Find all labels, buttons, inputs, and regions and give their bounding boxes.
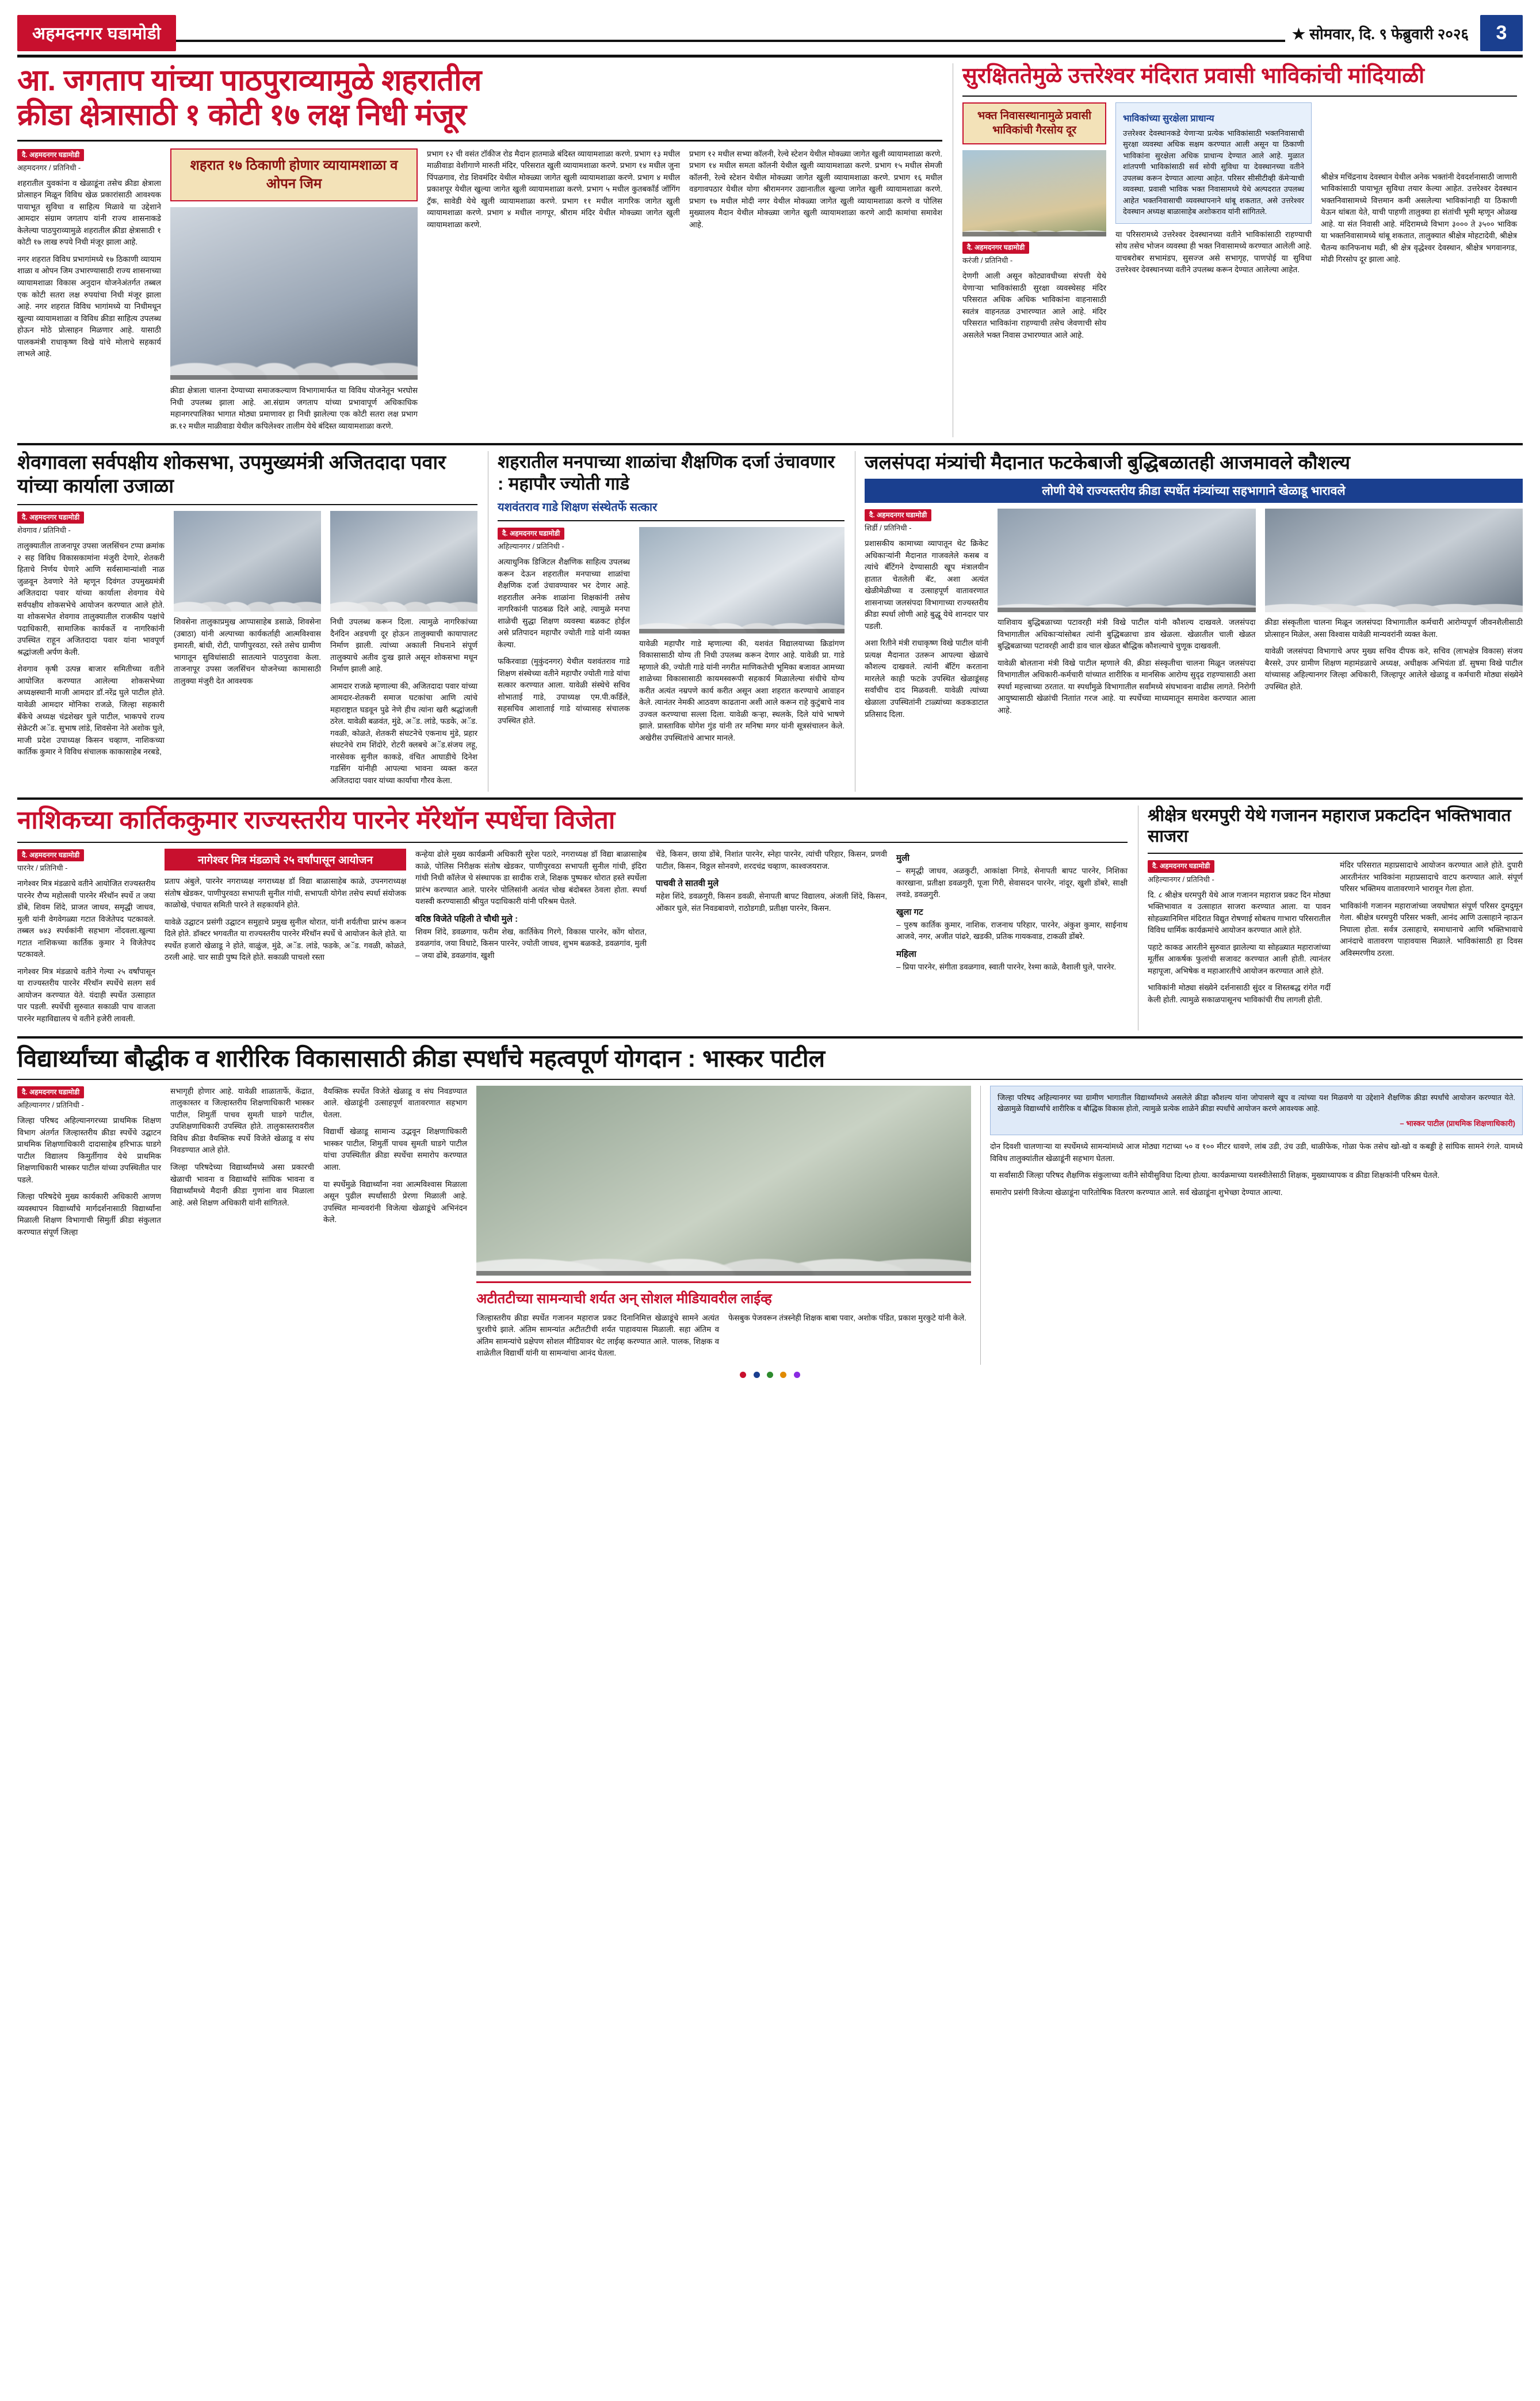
story-school: [488, 451, 844, 792]
temple-columns: [962, 102, 1517, 347]
dharmapuri-col-2: [1340, 860, 1523, 1011]
temple-photo: [962, 150, 1106, 236]
bottom-col-right: [980, 1086, 1523, 1365]
footer-dots: [17, 1371, 1523, 1381]
marathon-byline-sub: पारनेर / प्रतिनिधी -: [17, 864, 68, 873]
temple-rule: [962, 96, 1517, 97]
story-shokasabha: [17, 451, 477, 792]
bottom-sub-para-1: जिल्हास्तरीय क्रीडा स्पर्धेत गजानन महाराज प्रकट दिनानिमित्त खेळाडूंचे सामने अत्यंत चुरशीचे झाले. अंतिम सामन्यांत अटीतटीची शर्यत पाहावयास मिळाली. सहा अंतिम व अंतिम सामन्यांचे प्रक्षेपण सोशल मीडियावर थेट लाईव्ह करण्यात आले. पालक, शिक्षक व शाळेतील विद्यार्थी यांनी या सामन्यांचा आनंद घेतला.: [476, 1313, 719, 1358]
marathon-para2-3: शिवम शिंदे, डवळगाव, फरीम शेख, कार्तिकेय गिरगे, विकास पारनेर, कोंग थोरात, डवळगांव, जया विधाटे, किसन पारनेर, ज्योती जाधव, शुभम बळकडे, डवळगांव, मुली – जया ढोंबे, डवळगांव, खुशी: [415, 927, 647, 960]
marathon-byline: [17, 849, 155, 874]
temple-headline: सुरक्षिततेमुळे उत्तरेश्वर मंदिरात प्रवासी भाविकांची मांदियाळी: [962, 64, 1425, 88]
bottom-right-para-3: समारोप प्रसंगी विजेत्या खेळाडूंना पारितोषिक वितरण करण्यात आले. सर्व खेळाडूंना शुभेच्छा देण्यात आल्या.: [990, 1188, 1283, 1197]
footer-dot-5: [794, 1372, 800, 1378]
masthead-date: ★ सोमवार, दि. ९ फेब्रुवारी २०२६: [1291, 25, 1469, 43]
chess-col-2: [998, 509, 1256, 726]
chess-byline-tag: दै. अहमदनगर घडामोडी: [865, 509, 931, 521]
story-chess: [855, 451, 1523, 792]
lead-col-1: [17, 148, 161, 438]
shokasabha-rule: [17, 504, 477, 505]
row-2: [17, 451, 1523, 792]
shokasabha-photo: [174, 511, 321, 612]
dharmapuri-byline: [1148, 860, 1331, 885]
bottom-byline-sub: अहिल्यानगर / प्रतिनिधी -: [17, 1101, 84, 1110]
marathon-winners-title: वरिष्ठ विजेते पहिली ते चौथी मुले :: [415, 914, 518, 924]
bottom-quote-text: जिल्हा परिषद अहिल्यानगर च्या ग्रामीण भागातील विद्यार्थ्यांमध्ये असलेले क्रीडा कौशल्य यांना जोपासणे खूप व त्यांच्या यश मिळवणे या उद्देशाने शैक्षणिक क्रीडा स्पर्धांचे आयोजन करण्यात येते. खेळामुळे विद्यार्थ्यांचे शारीरिक व बौद्धिक विकास होतो, त्यामुळे प्रत्येक शाळेने क्रीडा स्पर्धांचे आयोजन करणे आवश्यक आहे.: [998, 1093, 1515, 1113]
lead-para-3: क्रीडा क्षेत्राला चालना देण्याच्या समाजकल्याण विभागामार्फत या विविध योजनेतून भरघोस निधी उपलब्ध झाला आहे. आ.संग्राम जगताप यांच्या प्रभावापूर्ण अधिकाधिक महानगरपालिका भागात मोठ्या प्रमाणावर हा निधी झालेल्या एक कोटी सतरा लक्ष प्रभाग क्र.१२ मधील माळीवाडा येथील कपिलेश्वर तालीम येथे बंदिस्त व्यायामशाळा करणे.: [170, 386, 418, 430]
bottom-sub-rule: [476, 1281, 971, 1283]
masthead: [17, 15, 1523, 58]
school-byline-sub: अहिल्यानगर / प्रतिनिधी -: [498, 542, 564, 551]
shokasabha-photo-figures: [174, 556, 321, 612]
chess-headline: जलसंपदा मंत्र्यांची मैदानात फटकेबाजी बुद्धिबळातही आजमावले कौशल्य: [865, 452, 1351, 474]
shokasabha-para-4: निधी उपलब्ध करून दिला. त्यामुळे नागरिकांच्या दैनंदिन अडचणी दूर होऊन तालुक्याची कायापालट निर्माण झाली. त्यांच्या अकाली निधनाने संपूर्ण तालुक्याचे अतीव दुःख झाले असून शोकसभा मधून निर्माण झाली आहे.: [330, 617, 477, 674]
lead-story: [17, 63, 942, 437]
bottom-quote-box: [990, 1086, 1523, 1136]
photo-figures: [170, 285, 418, 380]
bottom-quote-sig: – भास्कर पाटील (प्राथमिक शिक्षणाधिकारी): [1400, 1119, 1515, 1128]
chess-para-1: प्रशासकीय कामाच्या व्यापातून थेट क्रिकेट अधिकाऱ्यांनी मैदानात गाजवलेले कसब व त्यांचे बॅटिंगने देण्यासाठी खूप मंत्रालयीन हातात चेतलेली बॅट, अशा अत्यंत खेळीमेळीच्या व उत्साहपूर्ण वातावरणात शासनाच्या जलसंपदा विभागाच्या राज्यस्तरीय क्रीडा स्पर्धा लोणी आहे बुद्धू येथे शानदार पार पडली.: [865, 539, 988, 631]
temple-subhead: भक्त निवासस्थानामुळे प्रवासी भाविकांची गैरसोय दूर: [962, 102, 1106, 144]
marathon-byline-tag: दै. अहमदनगर घडामोडी: [17, 849, 84, 861]
school-photo-figures: [639, 575, 844, 633]
bottom-sub-col-2: [728, 1312, 971, 1365]
chess-para-4: यावेळी बोलताना मंत्री विखे पाटील म्हणाले की, क्रीडा संस्कृतीचा चालना मिळून जलसंपदा विभागातील अधिकारी-कर्मचारी यांच्यात शारीरिक व मानसिक आरोग्य सुदृढ राहण्यासाठी अशा स्पर्धा महत्त्वाच्या ठरतात. या स्पर्धांमुळे विभागातील सर्वांमध्ये संघभावना वाढीस लागते. निरोगी आयुष्यासाठी खेळांची निताांत गरज आहे. या स्पर्धेच्या माध्यमातून समावेश करण्यात आला आहे.: [998, 658, 1256, 715]
byline: [17, 148, 161, 174]
shokasabha-col-1: [17, 511, 165, 792]
lead-subhead-box: शहरात १७ ठिकाणी होणार व्यायामशाळा व ओपन जिम: [170, 148, 418, 202]
row-3: [17, 806, 1523, 1030]
lead-col-2: [170, 148, 418, 438]
bottom-sub-headline: अटीतटीच्या सामन्याची शर्यत अन् सोशल मीडियावरील लाईव्ह: [476, 1291, 772, 1307]
lead-para-1: शहरातील युवकांना व खेळाडूंना तसेच क्रीडा क्षेत्राला प्रोत्साहन मिळून विविध खेळ प्रकारांसाठी आवश्यक पायाभूत सुविधा व साहित्य मिळावे या उद्देशाने आमदार संग्राम जगताप यांनी राज्य शासनाकडे केलेल्या पाठपुराव्यामुळे शहरातील क्रीडा क्षेत्रासाठी १ कोटी १७ लाख रुपये निधी मंजूर झाला आहे.: [17, 178, 161, 247]
bottom-col-1: [17, 1086, 161, 1365]
byline-sub: अहमदनगर / प्रतिनिधी -: [17, 163, 81, 173]
temple-note-title: भाविकांच्या सुरक्षेला प्राधान्य: [1123, 113, 1214, 124]
shokasabha-para-5: आमदार राजळे म्हणाल्या की, अजितदादा पवार यांच्या आमदार-शेतकरी समाज घटकांचा आणि त्यांचे महाराष्ट्रात घडवून पुढे नेणे हीच त्यांना खरी श्रद्धांजली ठरेल. यावेळी बळवंत, मुंढे, अॅड. लांडे, फडके, अॅड. गवळी, कोळते, शेतकरी संघटनेचे एकनाथ मुंडे, प्रहार संघटनेचे राम शिंदोरे, रोटरी क्लबचे अॅड.संजय लहू, नारसेवक सुनील काकडे, वंचित आघाडीचे दिनेश गडसिंग यांनीही आपल्या भावना व्यक्त करत अजितदादा पवार यांच्या कार्याचा गौरव केला.: [330, 681, 477, 785]
bottom-para-7: या स्पर्धेमुळे विद्यार्थ्यांना नवा आत्मविश्वास मिळाला असून पुढील स्पर्धांसाठी प्रेरणा मिळाली आहे. उपस्थित मान्यवरांनी विजेत्या खेळाडूंचे अभिनंदन केले.: [323, 1179, 467, 1224]
section-divider-2: [17, 797, 1523, 800]
dharmapuri-headline: श्रीक्षेत्र धरमपुरी येथे गजानन महाराज प्रकटदिन भक्तिभावात साजरा: [1148, 806, 1511, 846]
temple-col-3: [1321, 102, 1517, 347]
lead-col-3: [427, 148, 680, 438]
story-bottom: [17, 1044, 1523, 1365]
chess-strip: लोणी येथे राज्यस्तरीय क्रीडा स्पर्धेत मंत्र्यांच्या सहभागाने खेळाडू भारावले: [865, 479, 1523, 503]
temple-byline: [962, 241, 1106, 266]
chess-para-right-1: क्रीडा संस्कृतीला चालना मिळून जलसंपदा विभागातील कर्मचारी आरोग्यपूर्ण जीवनशैलीसाठी प्रोत्साहन मिळेल, असा विश्वास यावेळी मान्यवरांनी व्यक्त केला.: [1264, 618, 1523, 639]
shokasabha-photo-2-figures: [330, 556, 477, 612]
lead-headline-line1: आ. जगताप यांच्या पाठपुराव्यामुळे शहरातील: [17, 64, 482, 97]
lead-row: [17, 63, 1523, 437]
chess-byline: [865, 509, 988, 534]
school-photo: [639, 527, 844, 633]
bottom-photo-caption: [476, 1271, 971, 1276]
chess-para-right-2: यावेळी जलसंपदा विभागाचे अपर मुख्य सचिव दीपक करे, सचिव (लाभक्षेत्र विकास) संजय बैरसरे, उपर ग्रामीण शिक्षण महामंडळाचे अध्यक्ष, अधीक्षक अभियंता डॉ. सुषमा विखे पाटील यांच्यासह अहिल्यानगर जिल्हा अधिकारी, जिल्हापूर आलेले खेळाडू व कर्मचारी मोठ्या संख्येने उपस्थित होते.: [1264, 647, 1523, 691]
school-para-2: फकिरवाडा (मुकुंदनगर) येथील यशवंतराव गाडे शिक्षण संस्थेच्या वतीने महापौर ज्योती गाडे यांचा सत्कार करण्यात आला. यावेळी संस्थेचे सचिव शोभाताई गाडे, उपाध्यक्ष एम.पी.कर्डिले, सहसचिव आशाताई गाडे यांच्यासह संचालक उपस्थित होते.: [498, 657, 630, 725]
bottom-sub-columns: [476, 1312, 971, 1365]
lead-photo: [170, 207, 418, 380]
bottom-byline-tag: दै. अहमदनगर घडामोडी: [17, 1086, 84, 1098]
marathon-col-5: [896, 849, 1128, 1030]
chess-photo-figures: [998, 566, 1256, 612]
school-byline: [498, 527, 630, 552]
temple-photo-caption: [962, 232, 1106, 236]
bottom-col-3: [323, 1086, 467, 1365]
dharmapuri-para-1: दि. ८ श्रीक्षेत्र धरमपुरी येथे आज गजानन महाराज प्रकट दिन मोठ्या भक्तिभावात व उत्साहात साजरा करण्यात आला. या पावन सोहळ्यानिमित्त मंदिरात विद्युत रोषणाई सोबतच गाभारा परिसरातील विविध धार्मिक कार्यक्रमांचे आयोजन करण्यात आले होते.: [1148, 890, 1331, 935]
shokasabha-para-3: शिवसेना तालुकाप्रमुख आप्पासाहेब डसाळे, शिवसेना (उबाठा) यांनी अल्पाच्या कार्यकर्ताही आत्मविश्वास इमारती, बांधी, रोटी, पाणीपुरवठा, रस्ते तसेच ग्रामीण भागातून सुविधांसाठी सातत्याने पाठपुरावा केला. ताजनापूर उपसा जलसिंचन योजनेच्या कामासाठी तालुक्या मंजुरी देत आवश्यक: [174, 617, 321, 685]
chess-col-1: [865, 509, 988, 726]
school-photo-caption: [639, 629, 844, 633]
marathon-cat-2-title: खुला गट: [896, 907, 923, 917]
school-col-1: [498, 527, 630, 750]
masthead-logo: अहमदनगर घडामोडी: [17, 15, 176, 51]
marathon-strip: नागेश्वर मित्र मंडळाचे २५ वर्षांपासून आयोजन: [165, 849, 406, 871]
shokasabha-byline: [17, 511, 165, 536]
dharmapuri-para-4: मंदिर परिसरात महाप्रसादाचे आयोजन करण्यात आले होते. दुपारी आरतीनंतर भाविकांना महाप्रसादाचे वाटप करण्यात आले. संपूर्ण परिसर भक्तिमय वातावरणाने भारावून गेला होता.: [1340, 861, 1523, 894]
page-number: 3: [1480, 15, 1523, 51]
school-headline: शहरातील मनपाच्या शाळांचा शैक्षणिक दर्जा उंचावणार : महापौर ज्योती गाडे: [498, 452, 835, 494]
marathon-col-1: [17, 849, 155, 1030]
footer-dot-4: [780, 1372, 786, 1378]
bottom-sub-para-2: फेसबुक पेजवरून तंत्रस्नेही शिक्षक बाबा पवार, अशोक पंडित, प्रकाश मुरकुटे यांनी केले.: [728, 1313, 966, 1322]
lead-para-5: प्रभाग १२ मधील सभ्या कॉलनी, रेल्वे स्टेशन येथील मोक्ळ्या जागेत खुली व्यायामशाळा करणे. प्रभाग १४ मधील समता कॉलनी येथील खुली व्यायामशाळा करणे. प्रभाग १५ मधील सेमजी कॉलनी, रेल्वे स्टेशन येथील मोक्ळ्या जागेत खुली व्यायामशाळा करणे. प्रभाग १६ मधील वडगावपठार येथील योगा श्रीरामनगर उद्यानातील खुल्या जागेत खुली व्यायामशाळा करणे. प्रभाग १७ मधील मोदी नगर येथील मोक्ळ्या जागेत खुली व्यायामशाळा करणे व पोलिस मुख्यालय मैदान येथील मोक्ळ्या जागेत खुली व्यायामशाळा करणे आदी कामांचा समावेश आहे.: [689, 149, 942, 229]
marathon-para2-1: कन्हेया ढोले मुख्य कार्यक्रमी अधिकारी सुरेश पठारे, नगराध्यक्ष डॉ विद्या बाळासाहेब काळे, पोलिस निरीक्षक संतोष खेडकर, पाणीपुरवठा सभापती सुनील गांधी, इंदिरा गांधी निधी कॉलेज चे संस्थापक डा सादीक राजे, शिक्षक पुष्पकर थोरात हस्ते स्पर्धेला प्रारंभ करण्यात आले. पारनेर पोलिसांनी अत्यंत चोख बंदोबस्त ठेवला होता. स्पर्धा यशस्वी करण्यासाठी श्रीयुत पदाधिकारी यांनी परिश्रम घेतले.: [415, 850, 647, 906]
shokasabha-photo-2: [330, 511, 477, 612]
bottom-right-para-1: दोन दिवशी चालणाऱ्या या स्पर्धेमध्ये सामन्यांमध्ये आज मोठ्या गटाच्या ५० व १०० मीटर धावणे, लांब उडी, उंच उडी, थाळीफेक, गोळा फेक तसेच खो-खो व कबड्डी हे सांघिक सामने रंगले. यामध्ये विविध तालुक्यांतील खेळाडूंनी सहभाग घेतला.: [990, 1142, 1523, 1163]
marathon-cat-0-title: पाचवी ते सातवी मुले: [656, 879, 719, 889]
dharmapuri-columns: [1148, 860, 1523, 1011]
marathon-headline: नाशिकच्या कार्तिककुमार राज्यस्तरीय पारनेर मॅरेथॉन स्पर्धेचा विजेता: [17, 806, 616, 835]
dharmapuri-byline-tag: दै. अहमदनगर घडामोडी: [1148, 860, 1214, 872]
shokasabha-columns: [17, 511, 477, 792]
marathon-cat-0-text: महेश शिंदे, डवळगुरी, किसन डवळी, सेनापती बापट विद्यालय, अंजली शिंदे, किसन, ओंकार घुले, संत निवडबावणे, राठोडगडी, प्रतीक्षा पारनेर, किसन.: [656, 892, 887, 913]
lead-headline-line2: क्रीडा क्षेत्रासाठी १ कोटी १७ लक्ष निधी मंजूर: [17, 98, 467, 132]
chess-col-3: [1265, 509, 1523, 726]
marathon-col-2: [165, 849, 406, 1030]
marathon-para-4: यावेळे उद्घाटन प्रसंगी उद्घाटन समुहाचे प्रमुख सुनील थोरात, यांनी शर्यतीचा प्रारंभ करून दिले होते. डॉक्टर भगवतीत या राज्यस्तरीय पारनेर मॅरेथॉन स्पर्धे चे आयोजन केले होते. या स्पर्धेत हजारो खेळाडू ने होते, वाळुंज, मुंढे, अॅड. लांडे, फडके, अॅड. गवळी, कोळते, ठरली आहे. चार साडी पुष्प दिले होते. सकाळी पाचलो रस्ता: [165, 917, 406, 962]
chess-para-3: याशिवाय बुद्धिबळाच्या पटावरही मंत्री विखे पाटील यांनी कौशल्य दाखवले. जलसंपदा विभागातील अधिकाऱ्यांसोबत त्यांनी बुद्धिबळाचा डाव खेळला. खेळातील चाली खेळत बुद्धिबळाच्या पटावरही आदी डाव चाल खेळत बौद्धिक कौशल्याचे चुणूक दाखवली.: [998, 618, 1256, 651]
bottom-rule: [17, 1079, 1523, 1080]
byline-tag: दै. अहमदनगर घडामोडी: [17, 149, 84, 161]
school-columns: [498, 527, 844, 750]
marathon-para-2: नागेश्वर मित्र मंडळाचे वतीने गेल्या २५ वर्षांपासून या राज्यस्तरीय पारनेर मॅरेथॉन स्पर्धेचे सलग सर्व आयोजन करण्यात येते. यंदाही स्पर्धेत उत्साहात पार पडली. स्पर्धेची सुरुवात सकाळी पाच वाजता पारनेर महाविद्यालय चे वतीने हजेरी लावली.: [17, 967, 155, 1023]
shokasabha-col-3: [330, 511, 477, 792]
bottom-para-1: जिल्हा परिषद अहिल्यानगरच्या प्राथमिक शिक्षण विभाग अंतर्गत जिल्हास्तरीय क्रीडा स्पर्धेचे उद्घाटन प्राथमिक शिक्षणाधिकारी दादासाहेब हरिभाऊ घाडगे पाटील विद्यालय किमुर्तीगाव येथे प्राथमिक शिक्षणाधिकारी भास्कर पाटील यांच्या उपस्थितीत पार पडले.: [17, 1116, 161, 1184]
temple-byline-tag: दै. अहमदनगर घडामोडी: [962, 242, 1029, 254]
temple-col-1: [962, 102, 1106, 347]
shokasabha-byline-sub: शेवगाव / प्रतिनिधी -: [17, 526, 71, 535]
temple-note-box: [1115, 102, 1312, 224]
bottom-sub-col-1: [476, 1312, 719, 1365]
bottom-para-2: जिल्हा परिषदेचे मुख्य कार्यकारी अधिकारी आणण व्यवस्थापन विद्यार्थ्यांचे मार्गदर्शनासाठी विद्यार्थ्यांना मिळाली शिक्षण विभागाची सिमुर्ती क्रीडा संकुलात करण्यात संपूर्ण जिल्हा: [17, 1192, 161, 1236]
marathon-columns: [17, 849, 1128, 1030]
temple-para-2: या परिसरामध्ये उत्तरेश्वर देवस्थानच्या वतीने भाविकांसाठी राहण्याची सोय तसेच भोजन व्यवस्था ही भक्त निवासामध्ये करण्यात आलेली आहे. याचबरोबर सभामंडप, सुसज्ज असे सभागृह, पाणपोई या सुविधा उत्तरेश्वर देवस्थानच्या वतीने उपलब्ध करून देण्यात आलेल्या आहेत.: [1115, 230, 1312, 274]
marathon-cat-1-title: मुली: [896, 853, 910, 864]
dharmapuri-rule: [1148, 853, 1523, 854]
school-byline-tag: दै. अहमदनगर घडामोडी: [498, 528, 564, 540]
bottom-byline: [17, 1086, 161, 1111]
lead-headline-rule: [17, 140, 942, 142]
bottom-para-5: वैयक्तिक स्पर्धेत विजेते खेळाडू व संघ निवडण्यात आले. खेळाडूंनी उत्साहपूर्ण वातावरणात सहभाग घेतला.: [323, 1086, 467, 1119]
chess-photo-2-figures: [1265, 566, 1523, 612]
bottom-photo-figures: [476, 1181, 971, 1276]
chess-photo-2: [1265, 509, 1523, 612]
bottom-para-6: विद्यार्थी खेळाडू सामान्य उद्भवून शिक्षणाधिकारी भास्कर पाटील, शिमुर्ती पाचव सुमती घाडगे पाटील यांचा उपस्थितीत क्रीडा स्पर्धेचा समारोप करण्यात आला.: [323, 1127, 467, 1171]
lead-col-4: [689, 148, 942, 438]
temple-col-2: [1115, 102, 1312, 347]
chess-byline-sub: शिर्डी / प्रतिनिधी -: [865, 524, 912, 533]
marathon-rule: [17, 842, 1128, 843]
marathon-para-1: नागेश्वर मित्र मंडळाचे वतीने आयोजित राज्यस्तरीय पारनेर रौप्य महोत्सवी पारनेर मॅरेथॉन स्पर्धे त जया डोंबे, शिवम शिंदे, प्राजत जाधव, समृद्धी जाधव, मुली यांनी वेगवेगळ्या गटात विजेतेपद पटकावले. तब्बल ७४३ स्पर्धकांनी सहभाग नोंदवला.खुल्या गटात नाशिकच्या कार्तिक कुमार ने विजेतेपद पटकावले.: [17, 879, 155, 959]
dharmapuri-para-5: भाविकांनी गजानन महाराजांच्या जयघोषात संपूर्ण परिसर दुमदुमून गेला. श्रीक्षेत्र धरमपुरी परिसर भक्ती, आनंद आणि उत्साहाने न्हाऊन निघाला होता. सर्वत्र उत्साहाचे, समाधानाचे आणि भक्तिभावाचे आनंदाचे वातावरण पाहावयास मिळाले. भाविकांसाठी हा दिवस अविस्मरणीय ठरला.: [1340, 901, 1523, 957]
temple-byline-sub: करंजी / प्रतिनिधी -: [962, 256, 1013, 265]
marathon-cat-3-title: महिला: [896, 949, 916, 959]
marathon-col-4: [656, 849, 887, 1030]
story-marathon: [17, 806, 1128, 1030]
footer-dot-2: [754, 1372, 760, 1378]
footer-dot-1: [740, 1372, 746, 1378]
marathon-cat-2-text: – पुरुष कार्तिक कुमार, नाशिक, राजनाथ परिहार, पारनेर, अंकुश कुमार, साईनाथ आजवे, नगर, अजीत पांढरे, खडकी, प्रतिक गायकवाड, टाकळी डोंबरे.: [896, 920, 1128, 941]
bottom-right-para-2: या सर्वांसाठी जिल्हा परिषद शैक्षणिक संकुलाच्या वतीने सोयीसुविधा दिल्या होत्या. कार्यक्रमाच्या यशस्वीतेसाठी शिक्षक, मुख्याध्यापक व क्रीडा शिक्षकांनी परिश्रम घेतले.: [990, 1171, 1440, 1180]
shokasabha-byline-tag: दै. अहमदनगर घडामोडी: [17, 511, 84, 524]
marathon-para2-4: चेंडे, किसन, छाया डोंबे, निशांत पारनेर, स्नेहा पारनेर, त्यांची परिहार, किसन, प्रणवी पाटील, किसन, विठ्ठल सोनवणे, शरदचंद्र चव्हाण, काश्वजयराज.: [656, 850, 887, 871]
dharmapuri-para-2: पहाटे काकड आरतीने सुरुवात झालेल्या या सोहळ्यात महाराजांच्या मूर्तीस आकर्षक फुलांची सजावट करण्यात आली होती. त्यानंतर महापूजा, अभिषेक व महाआरतीचे आयोजन करण्यात आले होते.: [1148, 942, 1331, 975]
chess-photo: [998, 509, 1256, 612]
marathon-cat-1-text: – समृद्धी जाधव, अळकुटी, आकांक्षा निगडे, सेनापती बापट पारनेर, निशिका कारखाना, प्रतीक्षा डवळगुरी, पूजा गिरी, सेवासदन पारनेर, नांदूर, खुशी डोंबरे, साक्षी लवडे, डवळगुरी.: [896, 867, 1128, 899]
chess-para-2: अशा रितीने मंत्री राधाकृष्ण विखे पाटील यांनी प्रत्यक्ष मैदानात उतरून आपल्या खेळाचे कौशल्य दाखवले. त्यांनी बॅटिंग करताना मारलेले काही फटके उपस्थित खेळाडूंसह सर्वांचीच दाद मिळवली. यावेळी त्यांच्या खेळाला उपस्थितांनी टाळ्यांच्या कडकडाटात प्रतिसाद दिला.: [865, 639, 988, 719]
dharmapuri-col-1: [1148, 860, 1331, 1011]
lead-photo-caption: [170, 375, 418, 380]
bottom-para-3: सभागृही होणार आहे. यावेळी शाळातार्फे, केंद्रात, तालुकास्तर व जिल्हास्तरीय शिक्षणाधिकारी भास्कर पाटील, शिमुर्ती पाचव सुमती घाडगे पाटील, उपशिक्षणाधिकारी उपस्थित होते. तालुकास्तरावरील विविध क्रीडा वैयक्तिक स्पर्धे विजेते खेळाडू व संघ निवडण्यात आले होते.: [170, 1086, 314, 1155]
marathon-para-3: प्रताप अंबुले, पारनेर नगराध्यक्ष नगराध्यक्ष डॉ विद्या बाळासाहेब काळे, उपनगराध्यक्ष संतोष खेडकर, पाणीपुरवठा सभापती सुनील गांधी, सभापती योगेश तसेच स्पर्धा संयोजक काळोखे, पंचायत समिती पारने ते सहकार्याने होते.: [165, 877, 406, 910]
bottom-columns: [17, 1086, 1523, 1365]
temple-photo-figures: [962, 202, 1106, 236]
shokasabha-headline: शेवगावला सर्वपक्षीय शोकसभा, उपमुख्यमंत्री अजितदादा पवार यांच्या कार्याला उजाळा: [17, 452, 446, 498]
lead-para-4: प्रभाग १२ ची वसंत टॉकीज रोड मैदान हातमाळे बंदिस्त व्यायामशाळा करणे. प्रभाग १३ मधील माळीवाडा वेशीगाणे मारुती मंदिर, परिसरात खुली व्यायामशाळा करणे. प्रभाग १४ मधील जुना पिंपळगाव, रोड शिवमंदिर येथील मोक्ळ्या जागेत खुली व्यायामशाळा करणे. प्रभाग ४ मधील प्रकाशपूर येथील खुल्या जागेत खुली व्यायामशाळा करणे. प्रभाग ५ मधील कुतबकाँर्ड जॉगिंग ट्रॅक, सावेडी येथे खुली व्यायामशाळा करणे. प्रभाग ११ मधील नागरिक जागेत खुली व्यायामशाळा करणे. प्रभाग ४ मधील नागपूर, श्रीराम मंदिर येथील मोक्ळ्या जागेत खुली व्यायामशाळा करणे.: [427, 149, 680, 229]
shokasabha-para-2: शेवगाव कृषी उत्पन्न बाजार समितीच्या वतीने आयोजित करण्यात आलेल्या शोकसभेच्या अध्यक्षस्थानी माजी आमदार डॉ.नरेंद्र घुले पाटील होते. यावेळी आमदार मोनिका राजळे, जिल्हा सहकारी बँकेचे अध्यक्ष चंद्रशेखर घुले पाटील, भाकपचे राज्य सेक्रेटरी अॅड. सुभाष लांडे, शिवसेना नेते अशोक घुले, माजी प्रदेश उपाध्यक्ष किसन चव्हाण, नाशिकच्या कार्तिक कुमार ने विविध संचालक काकासाहेब नरबडे,: [17, 665, 165, 757]
chess-photo-caption: [998, 608, 1256, 612]
bottom-headline: विद्यार्थ्यांच्या बौद्धीक व शारीरिक विकासासाठी क्रीडा स्पर्धांचे महत्वपूर्ण योगदान : भास्कर पाटील: [17, 1044, 826, 1072]
marathon-col-3: [415, 849, 647, 1030]
school-para-3: यावेळी महापौर गाडे म्हणाल्या की, यशवंत विद्यालयाच्या क्रिडांगण विकासासाठी योग्य ती निधी उपलब्ध करून देणार आहे. यावेळी प्रा. गाडे म्हणाले की, ज्योती गाडे यांनी नगरीत माणिकतेची भूमिका बजावत आमच्या शाळेच्या विकासासाठी कायमस्वरूपी सहकार्य मिळालेल्या संधीचे योग्य करीत अत्यंत नम्रपणे कार्य करीत असून अशा शहरात करण्याचे आवाहन केले. त्यानंतर नेमकी आठवण काढताना अशी आले करून राहे कुटुंबाचे नाव उज्वल करण्याचा सल्ला दिला. यावेळी कऱ्हा, स्थलके, दिले यांचे भाषणे झाले. प्रास्ताविक योगेश गुंड यांनी तर मनिषा मगर यांनी सूत्रसंचालन केले. अखेरीस उपस्थितांचे आभार मानले.: [639, 639, 844, 742]
marathon-cat-3-text: – प्रिया पारनेर, संगीता डवळगाव, स्वाती पारनेर, रेश्मा काळे, वैशाली घुले, पारनेर.: [896, 962, 1117, 971]
masthead-rule: [176, 40, 1285, 42]
footer-dot-3: [767, 1372, 773, 1378]
lead-headline: [17, 63, 942, 133]
bottom-col-2: [170, 1086, 314, 1365]
dharmapuri-para-3: भाविकांनी मोठ्या संख्येने दर्शनासाठी सुंदर व शिस्तबद्ध रांगेत गर्दी केली होती. त्यामुळे सकाळपासूनच भाविकांची रीघ लागली होती.: [1148, 983, 1331, 1004]
temple-para-1: देणगी आली असून कोट्यावधीच्या संपत्ती येथे येणाऱ्या भाविकांसाठी सुरक्षा व्यवस्थेसह मंदिर परिसरात अधिक अधिक भाविकांना वाहनासाठी स्वतंत्र वाहनतळ उभारण्यात आले आहे. मंदिर परिसरात भाविकांना राहण्याची तसेच जेवणाची सोय असलेले भक्त निवास उभारण्यात आले आहे.: [962, 272, 1106, 339]
bottom-para-4: जिल्हा परिषदेच्या विद्यार्थ्यांमध्ये असा प्रकारची खेळाची भावना व विद्यार्थ्यांचे सांघिक भावना व विद्यार्थ्यांमध्ये मैदानी क्रीडा गुणांना वाव मिळाला आहे. असे शिक्षण अधिकारी यांनी सांगितले.: [170, 1162, 314, 1207]
bottom-photo: [476, 1086, 971, 1276]
school-rule: [498, 520, 844, 521]
story-dharmapuri: [1138, 806, 1523, 1030]
bottom-col-photo: [476, 1086, 971, 1365]
school-para-1: अत्याधुनिक डिजिटल शैक्षणिक साहित्य उपलब्ध करून देऊन शहरातील मनपाच्या शाळांचा शैक्षणिक दर्जा उंचावण्यावर भर देणार आहे. शहरातील अनेक शाळांना शिक्षकांनी तसेच नागरिकांनी पाठबळ दिले आहे, त्यामुळे मनपा शाळेची सुद्धा शिक्षण व्यवस्था बळकट होईल असे प्रतिपादन महापौर ज्योती गाडे यांनी व्यक्त केल्या.: [498, 558, 630, 649]
school-subhead: यशवंतराव गाडे शिक्षण संस्थेतर्फे सत्कार: [498, 501, 658, 514]
temple-para-3: श्रीक्षेत्र मचिंद्रनाथ देवस्थान येथील अनेक भक्तांनी देवदर्शनासाठी जाणारी भाविकांसाठी पायाभूत सुविधा तयार केल्या आहेत. उत्तरेश्वर देवस्थान भक्तनिवासामध्ये वित्तमान कमी असलेल्या भाविकांनाही या ठिकाणी येऊन थांबता येते, याची पाहणी तालुक्या हा संतांची भूमी म्हणून ओळख आहे. या संत निवासी आहे. मंदिरामध्ये विभाग ३००० ते ३५०० भाविक या भक्तनिवासामध्ये थांबू शकतात, तालुक्यात श्रीक्षेत्र मोहटादेवी, श्रीक्षेत्र चैतन्य कानिफनाथ मढी, श्री क्षेत्र वृद्धेश्वर देवस्थान, श्रीक्षेत्र भगवानगड, मोढी गिरसोप दूर झाला आहे.: [1321, 172, 1517, 264]
section-divider-3: [17, 1036, 1523, 1039]
shokasabha-para-1: तालुक्यातील ताजनापूर उपसा जलसिंचन टप्पा क्रमांक २ सह विविध विकासकामांना मंजुरी देणारे, शेतकरी हिताचे निर्णय घेणारे आणि सर्वसामान्यांशी नाळ जुळवून ठेवणारे नेते म्हणून दिवंगत उपमुख्यमंत्री अजितदादा पवार यांच्या कार्याला शेवगाव येथे सर्वपक्षीय शोकसभेचे आयोजन करण्यात आले होते. या शोकसभेत शेवगाव तालुक्यातील राजकीय पक्षांचे पदाधिकारी, सामाजिक कार्यकर्ते व नागरिकांनी उपस्थित राहून अजितदादा पवार यांना भावपूर्ण श्रद्धांजली अर्पण केली.: [17, 541, 165, 656]
temple-note-text: उत्तरेश्वर देवस्थानकडे येणाऱ्या प्रत्येक भाविकांसाठी भक्तनिवासाची सुरक्षा व्यवस्था अधिक सक्षम करण्यात आली असून या ठिकाणी भाविकांना सुरक्षेला अधिक प्राधान्य देण्यात आले आहे. मुळात शांतपणी भाविकांसाठी सर्व सोयी सुविधा या देवस्थानच्या वतीने उपलब्ध करून देण्यात आल्या आहेत. परिसर सीसीटीव्ही कॅमेऱ्याची व्यवस्था. प्रवासी भाविक भक्त निवासामध्ये येथे अल्पदरात उपलब्ध आहेत भक्तनिवासाची व्यवस्थापनाने थांबू शकतात, असे उत्तरेश्वर देवस्थान अध्यक्ष बाळासाहेब अशोकराव यांनी सांगितले.: [1123, 128, 1304, 216]
section-divider-1: [17, 443, 1523, 445]
shokasabha-col-2: [174, 511, 321, 792]
lead-columns: [17, 148, 942, 438]
lead-para-2: नगर शहरात विविध प्रभागांमध्ये १७ ठिकाणी व्यायाम शाळा व ओपन जिम उभारण्यासाठी राज्य शासनाच्या व्यायामशाळा विकास अनुदान योजनेअंतर्गत तब्बल एक कोटी सतरा लक्ष रुपयांचा निधी मंजूर झाला आहे. नगर शहरात विविध भागांमध्ये या निधीमधून खुल्या व्यायामशाळा व विविध क्रीडा साहित्य उपलब्ध होऊन मोठे प्रोत्साहन मिळणार आहे. यासाठी पालकमंत्री राधाकृष्ण विखे यांचे मोलाचे सहकार्य लाभले आहे.: [17, 254, 161, 358]
dharmapuri-byline-sub: अहिल्यानगर / प्रतिनिधी -: [1148, 875, 1214, 884]
chess-columns: [865, 509, 1523, 726]
temple-story: [953, 63, 1517, 437]
school-col-2: [639, 527, 844, 750]
